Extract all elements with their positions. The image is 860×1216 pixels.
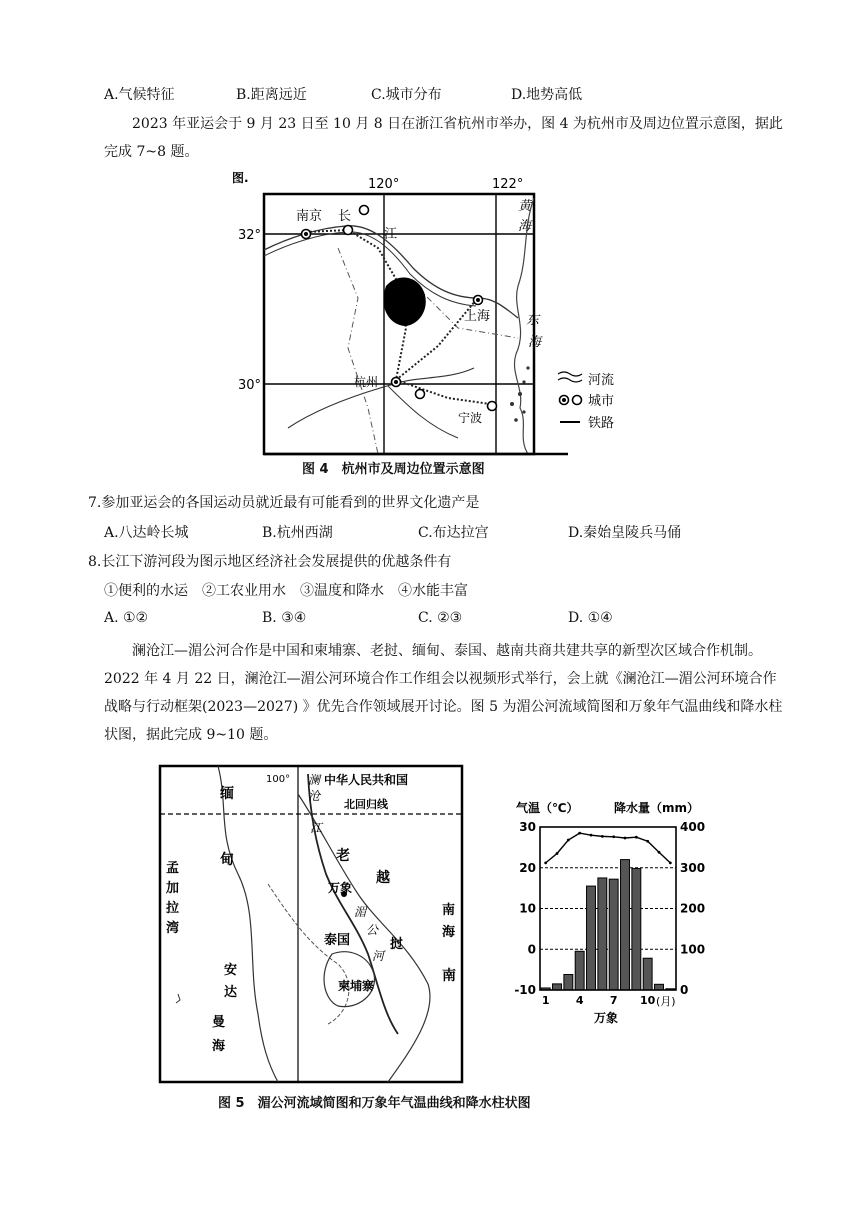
x-tick: 7 — [609, 994, 618, 1007]
sea-huang: 黄 — [518, 199, 532, 214]
label-cambodia: 柬埔寨 — [338, 979, 375, 993]
label-lancang-2: 沧 — [308, 789, 321, 803]
label-bengal-3: 拉 — [166, 901, 180, 916]
temperature-point — [624, 837, 627, 840]
q8-option-c: C. ②③ — [418, 610, 463, 626]
y-right-title: 降水量（mm） — [614, 801, 700, 815]
label-vietnam-1: 越 — [376, 870, 390, 886]
precip-bar — [643, 958, 652, 990]
city-nanjing: 南京 — [296, 209, 323, 224]
fig4-lat-32: 32° — [238, 228, 262, 243]
climate-chart — [508, 798, 720, 1032]
q6-option-a: A.气候特征 — [104, 87, 175, 103]
precip-bar — [632, 869, 641, 990]
lon-100: 100° — [266, 774, 291, 785]
precip-bar — [575, 951, 584, 990]
precip-bar — [553, 984, 562, 990]
label-thailand: 泰国 — [324, 933, 351, 948]
label-mekong-1: 湄 — [354, 905, 367, 919]
temperature-point — [567, 839, 570, 842]
label-gui: 挝 — [390, 937, 404, 952]
q6-option-b: B.距离远近 — [236, 87, 307, 103]
q7-option-b: B.杭州西湖 — [262, 525, 333, 541]
q8-option-b: B. ③④ — [262, 610, 307, 626]
precip-bar — [621, 860, 630, 990]
city-hangzhou: 杭州 — [354, 375, 379, 389]
temperature-point — [578, 832, 581, 835]
temperature-point — [658, 851, 661, 854]
y-left-tick: 20 — [519, 860, 536, 875]
label-tropic: 北回归线 — [344, 798, 388, 811]
figure-5-map — [158, 764, 464, 1086]
q8-items: ①便利的水运 ②工农业用水 ③温度和降水 ④水能丰富 — [104, 583, 468, 599]
figure-4-caption: 图 4 杭州市及周边位置示意图 — [302, 462, 485, 477]
label-mekong-3: 河 — [372, 949, 385, 963]
temperature-point — [612, 835, 615, 838]
q7-option-d: D.秦始皇陵兵马俑 — [568, 525, 682, 541]
label-lancang-1: 澜 — [308, 773, 321, 787]
precip-bar — [655, 984, 664, 990]
y-right-tick: 300 — [680, 860, 706, 875]
label-myanmar-2: 甸 — [220, 852, 234, 868]
q7-stem: 7.参加亚运会的各国运动员就近最有可能看到的世界文化遗产是 — [88, 495, 480, 511]
legend-rail: 铁路 — [588, 416, 615, 431]
precip-bar — [598, 878, 607, 990]
q6-option-c: C.城市分布 — [371, 87, 442, 103]
temperature-point — [646, 840, 649, 843]
y-left-tick: 0 — [527, 942, 536, 957]
y-left-tick: -10 — [514, 983, 536, 997]
city-shanghai: 上海 — [464, 309, 491, 324]
label-andaman-3: 曼 — [212, 1015, 226, 1030]
city-ningbo: 宁波 — [458, 411, 483, 425]
temperature-line — [546, 833, 671, 863]
q8-stem: 8.长江下游河段为图示地区经济社会发展提供的优越条件有 — [88, 554, 452, 570]
legend-river: 河流 — [588, 373, 615, 388]
label-scs-2: 海 — [442, 925, 456, 940]
temperature-point — [590, 834, 593, 837]
temperature-point — [544, 861, 547, 864]
label-andaman-4: 海 — [212, 1039, 226, 1054]
intro-9-10: 澜沧江—湄公河合作是中国和柬埔寨、老挝、缅甸、泰国、越南共商共建共享的新型次区域合作机制。2022 年 4 月 22 日，澜沧江—湄公河环境合作工作组会以视频形式举行，会上就《澜沧江—湄公河环境合作战略与行动框架(2023—2027) 》优先合作领域展开讨论。图 5 为湄公河流域简图和万象年气温曲线和降水柱状图，据此完成 9~10 题。 — [104, 643, 783, 743]
y-right-tick: 200 — [680, 901, 706, 916]
fig4-lon-120: 120° — [368, 177, 400, 192]
figure-5-caption: 图 5 湄公河流域简图和万象年气温曲线和降水柱状图 — [218, 1096, 531, 1111]
legend-city: 城市 — [588, 394, 615, 409]
intro-7-8: 2023 年亚运会于 9 月 23 日至 10 月 8 日在浙江省杭州市举办，图 4 为杭州市及周边位置示意图，据此完成 7~8 题。 — [104, 116, 783, 160]
y-right-tick: 0 — [680, 983, 689, 997]
y-left-title: 气温（℃） — [516, 801, 579, 815]
y-left-tick: 30 — [519, 820, 536, 834]
label-andaman-1: 安 — [224, 963, 238, 978]
label-myanmar-1: 缅 — [220, 786, 234, 802]
x-label: 万象 — [594, 1011, 619, 1025]
temperature-point — [635, 836, 638, 839]
y-right-tick: 400 — [680, 820, 706, 834]
label-scs-1: 南 — [442, 903, 456, 918]
q6-option-d: D.地势高低 — [511, 87, 583, 103]
x-tick: 4 — [575, 994, 584, 1007]
temperature-point — [669, 861, 672, 864]
label-bengal-2: 加 — [166, 881, 180, 896]
label-mekong-2: 公 — [366, 923, 379, 937]
label-andaman-2: 达 — [224, 985, 238, 1000]
sea-dong: 东 — [526, 313, 540, 328]
label-vietnam-2: 南 — [442, 968, 456, 984]
precip-bar — [564, 975, 573, 990]
y-left-tick: 10 — [519, 901, 536, 916]
fig4-lon-122: 122° — [492, 177, 524, 192]
sea-huang-hai: 海 — [518, 219, 532, 234]
label-china: 中华人民共和国 — [324, 773, 409, 787]
q7-option-a: A.八达岭长城 — [104, 525, 189, 541]
figure-4-map — [228, 168, 628, 480]
label-bengal-1: 孟 — [166, 861, 180, 876]
river-jiang: 江 — [384, 227, 398, 242]
q7-option-c: C.布达拉宫 — [418, 525, 489, 541]
fig4-corner-label: 图. — [232, 171, 249, 185]
temperature-point — [556, 852, 559, 855]
sea-dong-hai: 海 — [528, 335, 542, 350]
label-lancang-3: 江 — [310, 821, 323, 835]
fig4-lat-30: 30° — [238, 378, 262, 393]
label-laos: 老 — [336, 848, 350, 864]
label-bengal-4: 湾 — [166, 921, 180, 936]
label-vientiane: 万象 — [328, 881, 353, 895]
q8-option-a: A. ①② — [104, 610, 149, 626]
x-tick: 1 — [541, 994, 550, 1007]
x-unit: (月) — [656, 995, 676, 1008]
y-right-tick: 100 — [680, 942, 706, 957]
precip-bar — [587, 886, 596, 990]
x-tick: 10 — [640, 994, 656, 1007]
river-chang: 长 — [338, 209, 352, 224]
precip-bar — [609, 879, 618, 990]
temperature-point — [601, 835, 604, 838]
q8-option-d: D. ①④ — [568, 610, 613, 626]
